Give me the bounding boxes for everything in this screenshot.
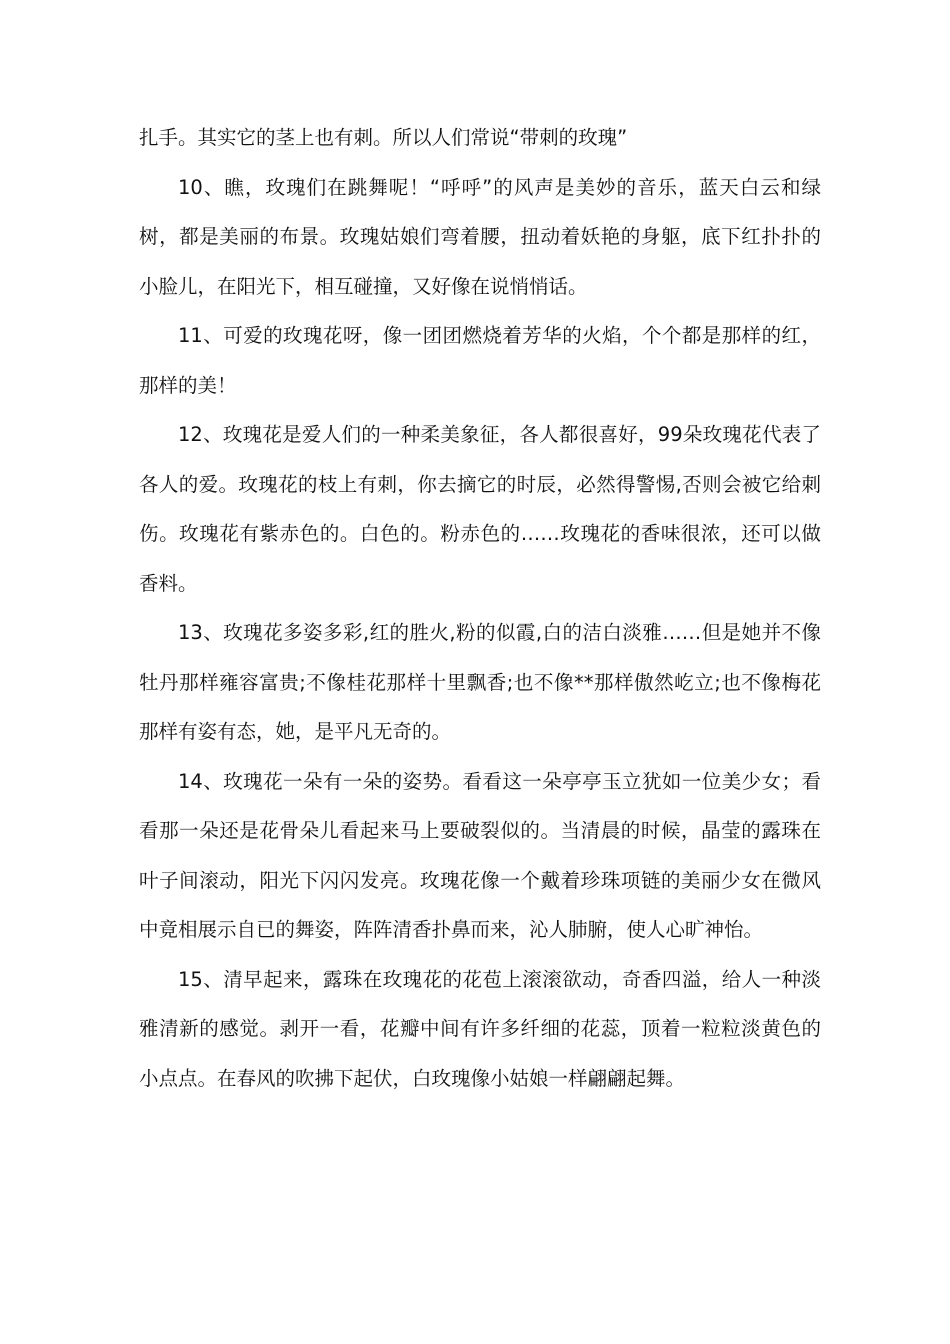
paragraph-continuation: 扎手。其实它的茎上也有刺。所以人们常说“带刺的玫瑰” bbox=[139, 126, 628, 149]
paragraph-13: 13、玫瑰花多姿多彩,红的胜火,粉的似霞,白的洁白淡雅……但是她并不像牡丹那样雍容富贵;不像桂花那样十里飘香;也不像**那样傲然屹立;也不像梅花那样有姿有态，她，是平凡无奇的。 bbox=[139, 621, 821, 743]
paragraph-14: 14、玫瑰花一朵有一朵的姿势。看看这一朵亭亭玉立犹如一位美少女；看看那一朵还是花骨朵儿看起来马上要破裂似的。当清晨的时候，晶莹的露珠在叶子间滚动，阳光下闪闪发亮。玫瑰花像一个戴着珍珠项链的美丽少女在微风中竟相展示自已的舞姿，阵阵清香扑鼻而来，沁人肺腑，使人心旷神怡。 bbox=[139, 769, 821, 941]
document-body bbox=[139, 113, 821, 1103]
paragraph-10: 10、瞧，玫瑰们在跳舞呢！“呼呼”的风声是美妙的音乐，蓝天白云和绿树，都是美丽的布景。玫瑰姑娘们弯着腰，扭动着妖艳的身躯，底下红扑扑的小脸儿，在阳光下，相互碰撞，又好像在说悄悄话。 bbox=[139, 175, 821, 298]
paragraph-11: 11、可爱的玫瑰花呀，像一团团燃烧着芳华的火焰，个个都是那样的红，那样的美！ bbox=[139, 324, 821, 397]
paragraph-15: 15、清早起来，露珠在玫瑰花的花苞上滚滚欲动，奇香四溢，给人一种淡雅清新的感觉。剥开一看，花瓣中间有许多纤细的花蕊，顶着一粒粒淡黄色的小点点。在春风的吹拂下起伏，白玫瑰像小姑娘一样翩翩起舞。 bbox=[139, 967, 821, 1090]
paragraph-12: 12、玫瑰花是爱人们的一种柔美象征，各人都很喜好，99朵玫瑰花代表了各人的爱。玫瑰花的枝上有刺，你去摘它的时辰，必然得警惕,否则会被它给刺伤。玫瑰花有紫赤色的。白色的。粉赤色的……玫瑰花的香味很浓，还可以做香料。 bbox=[139, 423, 821, 595]
